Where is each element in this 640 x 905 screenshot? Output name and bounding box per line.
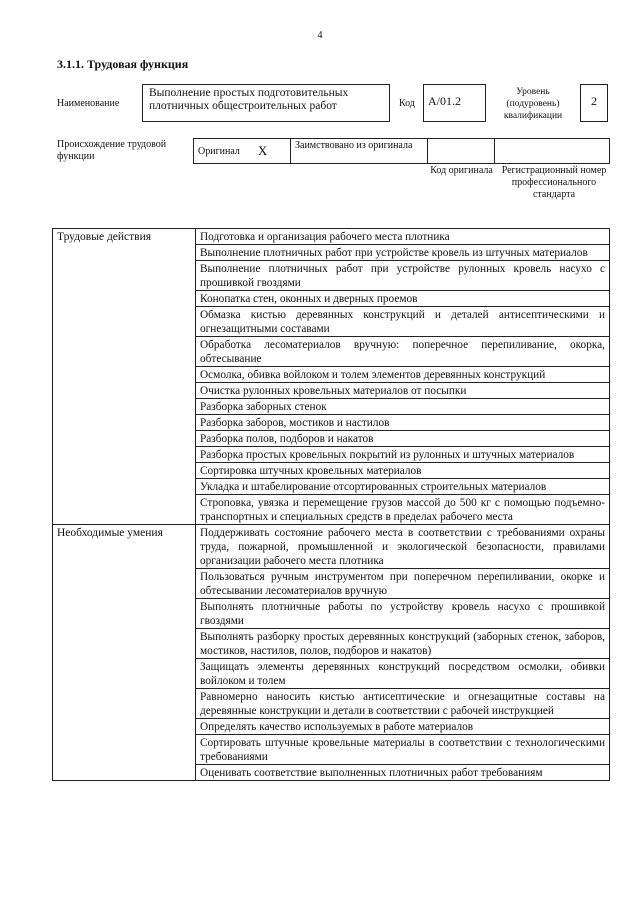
borrowed-label: Заимствовано из оригинала	[291, 139, 428, 163]
code-label: Код	[399, 98, 415, 109]
table-row	[53, 525, 610, 569]
labor-actions-label: Трудовые действия	[53, 229, 196, 525]
table-row	[53, 229, 610, 245]
level-label: Уровень (подуровень) квалификации	[503, 87, 563, 121]
labor-action-item: Разборка заборов, мостиков и настилов	[196, 415, 610, 431]
origin-label: Происхождение трудовой функции	[57, 139, 167, 162]
labor-action-item: Обработка лесоматериалов вручную: поперечное перепиливание, окорка, обтесывание	[196, 337, 610, 367]
labor-action-item: Подготовка и организация рабочего места плотника	[196, 229, 610, 245]
function-name-value: Выполнение простых подготовительных плотничных общестроительных работ	[142, 84, 390, 122]
labor-action-item: Конопатка стен, оконных и дверных проемов	[196, 291, 610, 307]
labor-action-item: Выполнение плотничных работ при устройстве рулонных кровель насухо с прошивкой гвоздями	[196, 261, 610, 291]
function-table	[52, 228, 610, 781]
reg-number-label: Регистрационный номер профессионального стандарта	[501, 165, 607, 200]
original-label: Оригинал	[198, 145, 240, 157]
labor-action-item: Сортировка штучных кровельных материалов	[196, 463, 610, 479]
labor-action-item: Выполнение плотничных работ при устройстве кровель из штучных материалов	[196, 245, 610, 261]
labor-action-item: Обмазка кистью деревянных конструкций и деталей антисептическими и огнезащитными составами	[196, 307, 610, 337]
original-cell	[194, 139, 291, 163]
labor-action-item: Укладка и штабелирование отсортированных строительных материалов	[196, 479, 610, 495]
labor-action-item: Очистка рулонных кровельных материалов от посыпки	[196, 383, 610, 399]
skill-item: Оценивать соответствие выполненных плотничных работ требованиям	[196, 765, 610, 781]
level-value: 2	[580, 84, 608, 122]
section-title: 3.1.1. Трудовая функция	[57, 57, 189, 71]
code-value: A/01.2	[423, 84, 486, 122]
labor-action-item: Строповка, увязка и перемещение грузов массой до 500 кг с помощью подъемно-транспортных и специальных средств в пределах рабочего места	[196, 495, 610, 525]
labor-action-item: Разборка заборных стенок	[196, 399, 610, 415]
skill-item: Выполнять разборку простых деревянных конструкций (заборных стенок, заборов, мостиков, настилов, полов, подборов и накатов)	[196, 629, 610, 659]
skill-item: Поддерживать состояние рабочего места в соответствии с требованиями охраны труда, пожарной, промышленной и экологической безопасности, правилами организации рабочего места плотника	[196, 525, 610, 569]
labor-action-item: Разборка полов, подборов и накатов	[196, 431, 610, 447]
skill-item: Защищать элементы деревянных конструкций посредством осмолки, обивки войлоком и толем	[196, 659, 610, 689]
reg-number-cell	[495, 139, 609, 163]
required-skills-label: Необходимые умения	[53, 525, 196, 781]
page-number: 4	[317, 30, 323, 41]
skill-item: Равномерно наносить кистью антисептические и огнезащитные составы на деревянные конструкции и детали в соответствии с рабочей инструкцией	[196, 689, 610, 719]
original-mark: X	[257, 143, 268, 158]
original-code-label: Код оригинала	[430, 165, 493, 176]
name-label: Наименование	[57, 98, 120, 109]
labor-action-item: Разборка простых кровельных покрытий из рулонных и штучных материалов	[196, 447, 610, 463]
skill-item: Выполнять плотничные работы по устройству кровель насухо с прошивкой гвоздями	[196, 599, 610, 629]
labor-action-item: Осмолка, обивка войлоком и толем элементов деревянных конструкций	[196, 367, 610, 383]
skill-item: Определять качество используемых в работе материалов	[196, 719, 610, 735]
origin-row	[193, 138, 610, 164]
original-code-cell	[428, 139, 495, 163]
skill-item: Сортировать штучные кровельные материалы в соответствии с технологическими требованиями	[196, 735, 610, 765]
skill-item: Пользоваться ручным инструментом при поперечном перепиливании, окорке и обтесывании лесоматериалов вручную	[196, 569, 610, 599]
